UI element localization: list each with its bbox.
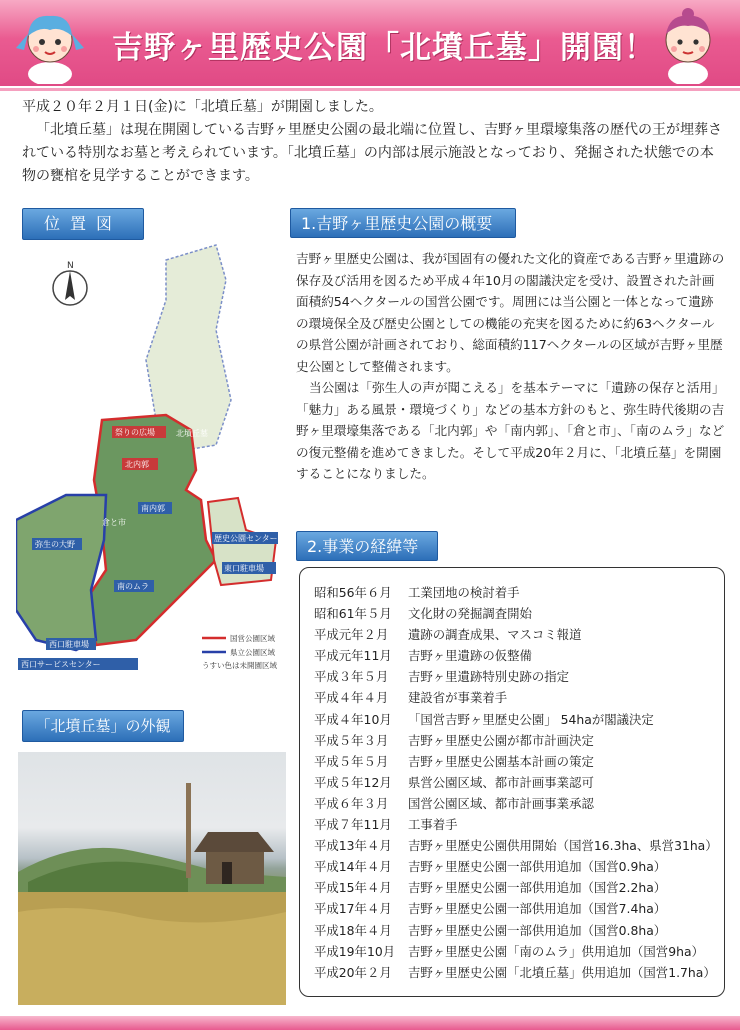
timeline-event: 吉野ヶ里遺跡特別史跡の指定 bbox=[408, 669, 570, 685]
timeline-date: 平成13年４月 bbox=[314, 838, 392, 854]
timeline-event: 吉野ヶ里歴史公園一部供用追加（国営2.2ha） bbox=[408, 880, 667, 896]
timeline-date: 平成19年10月 bbox=[314, 943, 396, 959]
location-map-heading: 位置図 bbox=[22, 208, 144, 240]
timeline-date: 平成４年４月 bbox=[314, 690, 389, 706]
timeline-date: 平成元年２月 bbox=[314, 627, 389, 643]
legend-note: うすい色は未開園区域 bbox=[202, 661, 277, 670]
timeline-date: 平成元年11月 bbox=[314, 648, 392, 664]
timeline-event: 吉野ヶ里遺跡の仮整備 bbox=[408, 648, 532, 664]
timeline-event: 工業団地の検討着手 bbox=[408, 585, 520, 600]
timeline-row bbox=[314, 814, 724, 835]
timeline-row bbox=[314, 941, 724, 962]
timeline-date: 平成18年４月 bbox=[314, 922, 392, 938]
label-matsuri: 祭りの広場 bbox=[115, 428, 155, 437]
north-label: N bbox=[67, 261, 74, 271]
timeline-date: 平成20年２月 bbox=[314, 964, 392, 980]
timeline-row bbox=[314, 920, 724, 941]
timeline-row bbox=[314, 687, 724, 708]
timeline-event: 吉野ヶ里歴史公園「北墳丘墓」供用追加（国営1.7ha） bbox=[408, 964, 716, 980]
timeline-date: 昭和56年６月 bbox=[314, 585, 392, 600]
page-title: 吉野ヶ里歴史公園「北墳丘墓」開園！ bbox=[112, 30, 656, 66]
timeline-row bbox=[314, 709, 724, 730]
timeline-date: 平成17年４月 bbox=[314, 901, 392, 917]
timeline-row bbox=[314, 856, 724, 877]
label-west-service: 西口サービスセンター bbox=[21, 660, 101, 669]
section-1-body bbox=[296, 248, 726, 485]
timeline-row bbox=[314, 835, 724, 856]
footer-bar bbox=[0, 1016, 740, 1030]
intro-line-1: 平成２０年２月１日(金)に「北墳丘墓」が開園しました。 bbox=[22, 99, 383, 115]
legend-prefectural: 県立公園区域 bbox=[230, 648, 275, 657]
timeline-date: 平成５年12月 bbox=[314, 774, 392, 790]
label-kitafun: 北墳丘墓 bbox=[176, 429, 208, 438]
timeline-event: 吉野ヶ里歴史公園「南のムラ」供用追加（国営9ha） bbox=[408, 943, 704, 959]
mound-and-hut-illustration bbox=[18, 752, 286, 1005]
timeline-event: 吉野ヶ里歴史公園が都市計画決定 bbox=[408, 732, 594, 748]
label-minamimura: 南のムラ bbox=[117, 582, 149, 591]
legend-national: 国営公園区域 bbox=[230, 634, 275, 643]
timeline-date: 昭和61年５月 bbox=[314, 606, 392, 622]
timeline-row bbox=[314, 793, 724, 814]
timeline-row bbox=[314, 582, 724, 603]
girl-mascot-icon bbox=[10, 4, 90, 84]
section-2-heading: 2.事業の経緯等 bbox=[296, 531, 438, 561]
timeline-row bbox=[314, 730, 724, 751]
timeline-row bbox=[314, 603, 724, 624]
park-location-map bbox=[16, 240, 280, 690]
photo-heading: 「北墳丘墓」の外観 bbox=[22, 710, 184, 742]
timeline-event: 県営公園区域、都市計画事業認可 bbox=[408, 774, 594, 790]
timeline-event: 吉野ヶ里歴史公園供用開始（国営16.3ha、県営31ha） bbox=[408, 838, 718, 854]
timeline-date: 平成５年３月 bbox=[314, 732, 389, 748]
timeline-row bbox=[314, 624, 724, 645]
label-minaminai: 南内郭 bbox=[141, 504, 165, 513]
history-timeline-box bbox=[299, 567, 725, 997]
timeline-date: 平成６年３月 bbox=[314, 795, 389, 811]
timeline-event: 「国営吉野ヶ里歴史公園」 54haが閣議決定 bbox=[408, 711, 654, 727]
label-kitanai: 北内郭 bbox=[125, 460, 149, 469]
timeline-event: 建設省が事業着手 bbox=[408, 690, 508, 706]
label-east-parking: 東口駐車場 bbox=[224, 564, 264, 573]
timeline-event: 吉野ヶ里歴史公園一部供用追加（国営7.4ha） bbox=[408, 901, 667, 917]
timeline-date: 平成３年５月 bbox=[314, 669, 389, 685]
timeline-event: 工事着手 bbox=[408, 817, 458, 833]
label-kura: 倉と市 bbox=[102, 518, 126, 527]
north-arrow-icon bbox=[53, 261, 87, 305]
timeline-row bbox=[314, 898, 724, 919]
timeline-event: 文化財の発掘調査開始 bbox=[408, 606, 532, 622]
intro-line-2: 「北墳丘墓」は現在開園している吉野ヶ里歴史公園の最北端に位置し、吉野ヶ里環壕集落の歴代の王が埋葬されている特別なお墓と考えられています。「北墳丘墓」の内部は展示施設となっており、発掘された状態での本物の甕棺を見学することができます。 bbox=[22, 122, 722, 184]
boy-mascot-icon bbox=[648, 4, 728, 84]
section-1-paragraph-1: 吉野ヶ里歴史公園は、我が国固有の優れた文化的資産である吉野ヶ里遺跡の保存及び活用を図るため平成４年10月の閣議決定を受け、設置された計画面積約54ヘクタールの国営公園です。周囲には当公園と一体となって遺跡の環境保全及び歴史公園としての機能の充実を図るために約63ヘクタールの県営公園が計画されており、総面積約117ヘクタールの区域が吉野ヶ里歴史公園として整備されます。 bbox=[296, 251, 725, 374]
timeline-date: 平成15年４月 bbox=[314, 880, 392, 896]
page-header bbox=[0, 0, 740, 86]
timeline-event: 国営公園区域、都市計画事業承認 bbox=[408, 795, 594, 811]
label-yayoi: 弥生の大野 bbox=[35, 540, 75, 549]
kitafun-exterior-photo bbox=[18, 752, 286, 1005]
prefectural-park-area bbox=[16, 495, 106, 650]
timeline-date: 平成７年11月 bbox=[314, 817, 392, 833]
timeline-date: 平成４年10月 bbox=[314, 711, 392, 727]
timeline-event: 吉野ヶ里歴史公園一部供用追加（国営0.9ha） bbox=[408, 859, 667, 875]
timeline-row bbox=[314, 962, 724, 983]
map-legend bbox=[202, 633, 277, 670]
timeline-date: 平成14年４月 bbox=[314, 859, 392, 875]
timeline-event: 吉野ヶ里歴史公園基本計画の策定 bbox=[408, 753, 594, 769]
header-divider bbox=[0, 88, 740, 91]
timeline-row bbox=[314, 751, 724, 772]
section-1-paragraph-2: 当公園は「弥生人の声が聞こえる」を基本テーマに「遺跡の保存と活用」「魅力」ある風景・環境づくり」などの基本方針のもと、弥生時代後期の吉野ヶ里環壕集落である「北内郭」や「南内郭」、「倉と市」、「南のムラ」などの復元整備を進めてきました。そして平成20年２月に、「北墳丘墓」を開園することになりました。 bbox=[296, 380, 725, 481]
timeline-event: 遺跡の調査成果、マスコミ報道 bbox=[408, 627, 582, 643]
timeline-row bbox=[314, 666, 724, 687]
timeline-row bbox=[314, 877, 724, 898]
section-1-heading: 1.吉野ヶ里歴史公園の概要 bbox=[290, 208, 516, 238]
timeline-row bbox=[314, 645, 724, 666]
timeline-event: 吉野ヶ里歴史公園一部供用追加（国営0.8ha） bbox=[408, 922, 667, 938]
label-center: 歴史公園センター bbox=[214, 534, 278, 543]
intro-text bbox=[22, 96, 722, 188]
timeline-date: 平成５年５月 bbox=[314, 753, 389, 769]
label-west-parking: 西口駐車場 bbox=[49, 640, 89, 649]
timeline-row bbox=[314, 772, 724, 793]
